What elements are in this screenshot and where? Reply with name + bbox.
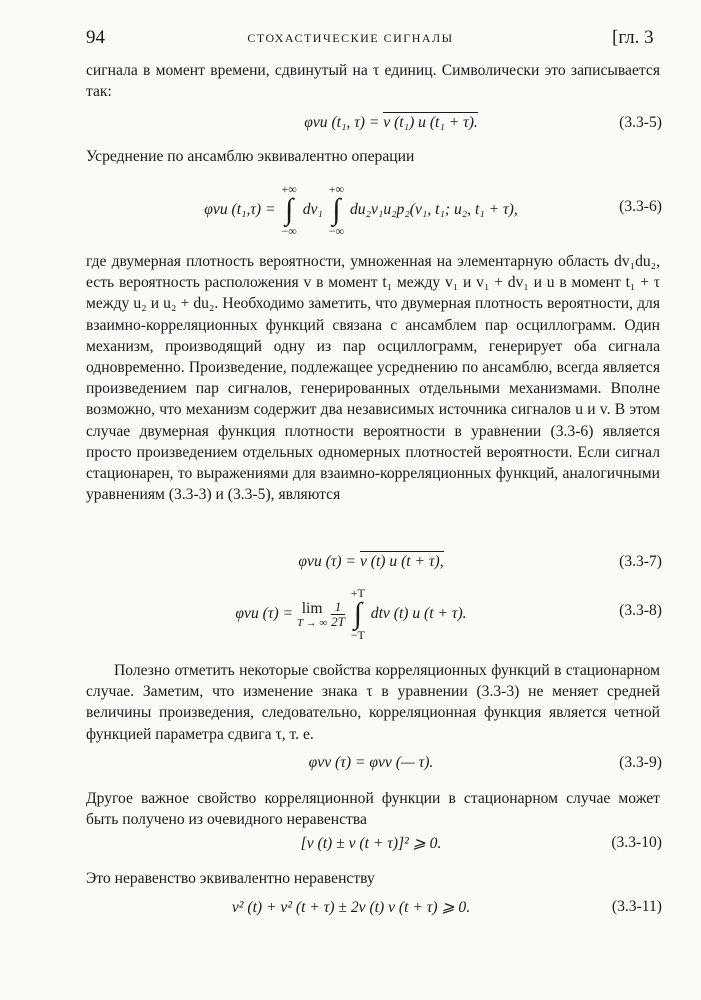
equation-body: v² (t) + v² (t + τ) ± 2v (t) v (t + τ) ⩾ 0. — [231, 899, 471, 916]
integral-symbol: ∫ — [353, 597, 362, 631]
equation-3-3-10 — [86, 834, 662, 858]
equation-body: φvv (τ) = φvv (— τ). — [308, 754, 434, 771]
equation-number: (3.3-7) — [619, 553, 662, 570]
equation-lhs: φvu (t₁,τ) = — [204, 201, 276, 218]
fraction-numerator: 1 — [331, 600, 345, 615]
integral-symbol: ∫ — [285, 193, 294, 227]
paragraph-ensemble: Усреднение по ансамблю эквивалентно операции — [86, 148, 415, 165]
integral-upper-limit: +∞ — [281, 182, 297, 197]
equation-3-3-11 — [86, 898, 662, 922]
paragraph-properties: Полезно отметить некоторые свойства корреляционных функций в стационарном случае. Заметим, что изменение знака τ в уравнении (3.3-3) не меняет средней величины произведения, следовательно, корреляционная функция является четной функцией параметра сдвига τ, т. е. — [86, 662, 660, 743]
limit-operator — [297, 600, 327, 629]
equation-number: (3.3-6) — [619, 198, 662, 215]
integral-symbol: ∫ — [332, 193, 341, 227]
integrand: dtv (t) u (t + τ). — [370, 605, 467, 622]
paragraph-inequality: Другое важное свойство корреляционной функции в стационарном случае может быть получено из очевидного неравенства — [86, 790, 660, 829]
paragraph-explanation: где двумерная плотность вероятности, умноженная на элементарную область dv₁du₂, есть вероятность расположения v в момент t₁ между v₁ и v₁ + dv₁ и u в момент t₁ + τ между u₂ и u₂ + du₂. Необходимо заметить, что двумерная плотность вероятности, для взаимно-корреляционных функций связана с ансамблем пар осциллограмм. Один механизм, производящий одну из пар осциллограмм, генерирует оба сигнала одновременно. Произведение, подлежащее усреднению по ансамблю, всегда является произведением пар сигналов, генерированных отдельными механизмами. Вполне возможно, что механизм содержит два независимых источника сигналов u и v. В этом случае двумерная функция плотности вероятности в уравнении (3.3-6) является просто произведением отдельных одномерных плотностей вероятности. Если сигнал стационарен, то выражениями для взаимно-корреляционных функций, аналогичными уравнениям (3.3-3) и (3.3-5), являются — [86, 253, 660, 504]
limit-subscript: T → ∞ — [296, 616, 328, 629]
equation-number: (3.3-8) — [619, 602, 662, 619]
integrand: du₂v₁u₂p₂(v₁, t₁; u₂, t₁ + τ), — [349, 201, 518, 218]
integral-upper-limit: +∞ — [328, 182, 345, 197]
integral-sign — [351, 587, 365, 641]
integral-upper-limit: +T — [350, 586, 365, 601]
equation-lhs: φvu (τ) = — [298, 553, 357, 570]
equation-lhs: φvu (t₁, τ) = — [304, 114, 380, 131]
integral-lower-limit: −T — [350, 628, 365, 643]
page-number: 94 — [86, 27, 105, 48]
fraction — [331, 600, 345, 630]
equation-3-3-6 — [86, 178, 662, 242]
running-title: СТОХАСТИЧЕСКИЕ СИГНАЛЫ — [247, 31, 454, 45]
equation-rhs-overline: v (t) u (t + τ), — [359, 553, 444, 570]
limit-word: lim — [301, 599, 323, 617]
equation-3-3-5 — [86, 114, 662, 138]
chapter-label: [гл. 3 — [612, 27, 654, 48]
fraction-denominator: 2T — [331, 613, 345, 629]
integral-lower-limit: −∞ — [281, 224, 297, 239]
integral-sign — [281, 183, 296, 237]
equation-number: (3.3-10) — [611, 834, 662, 851]
integral-sign — [329, 183, 344, 237]
equation-number: (3.3-9) — [619, 754, 662, 771]
equation-number: (3.3-5) — [619, 114, 662, 131]
equation-3-3-9 — [86, 754, 662, 778]
paragraph-equivalent: Это неравенство эквивалентно неравенству — [86, 870, 375, 887]
equation-lhs: φvu (τ) = — [235, 605, 294, 622]
equation-number: (3.3-11) — [611, 898, 662, 915]
equation-3-3-7 — [86, 553, 662, 577]
differential-v: dv₁ — [302, 201, 323, 218]
equation-rhs-overline: v (t₁) u (t₁ + τ). — [383, 114, 478, 131]
equation-body: [v (t) ± v (t + τ)]² ⩾ 0. — [300, 835, 442, 852]
equation-3-3-8 — [86, 584, 662, 644]
integral-lower-limit: −∞ — [328, 224, 345, 239]
paragraph-intro: сигнала в момент времени, сдвинутый на τ единиц. Символически это записывается так: — [86, 62, 660, 101]
